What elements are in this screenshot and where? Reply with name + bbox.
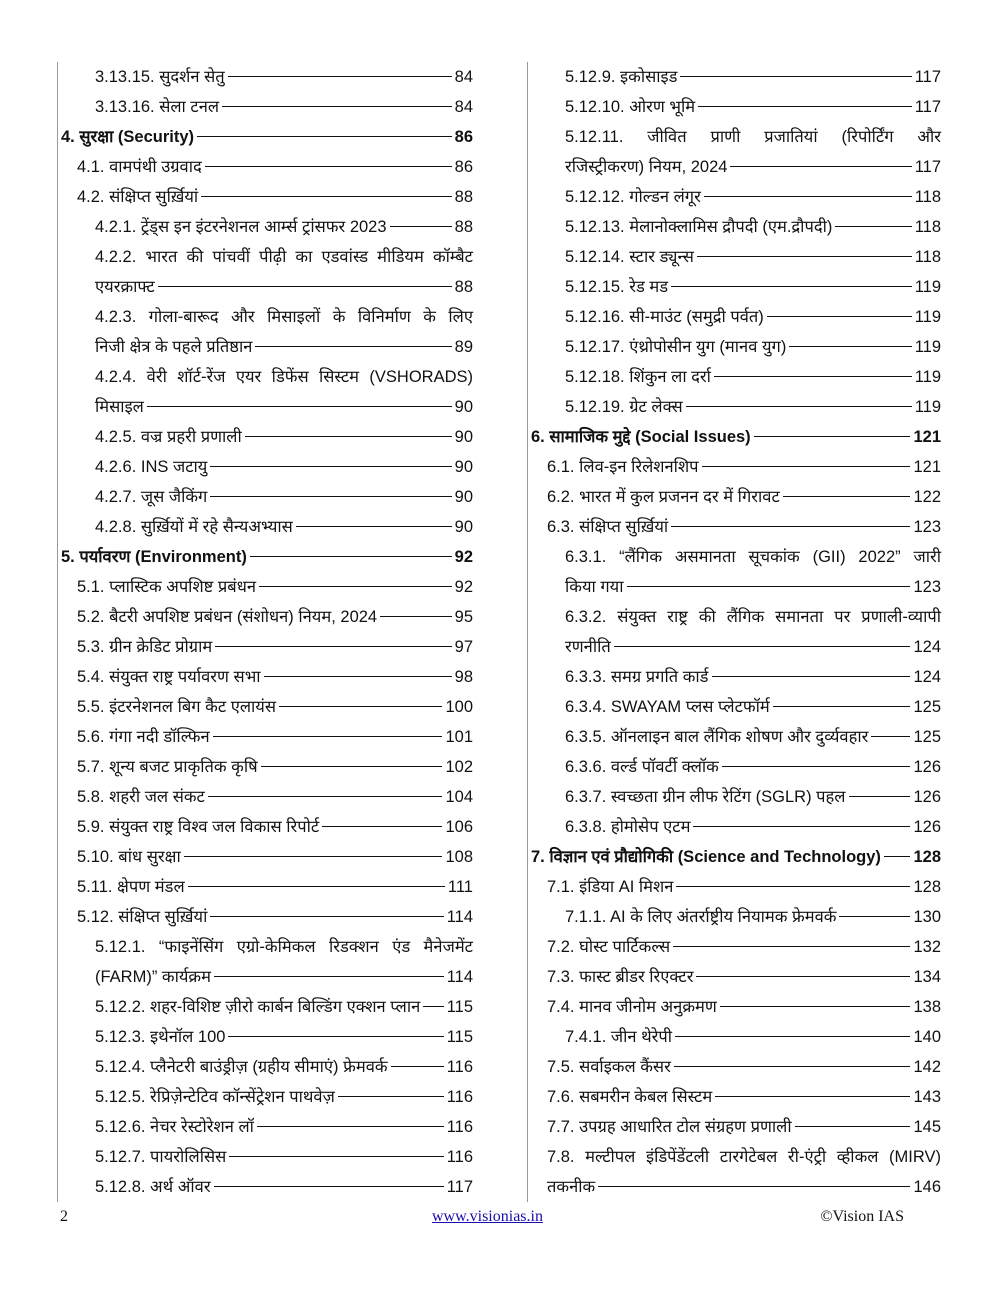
toc-entry-title: 5.6. गंगा नदी डॉल्फिन — [77, 728, 210, 746]
toc-leader-line — [208, 796, 443, 797]
toc-page-number: 121 — [913, 428, 941, 446]
toc-leader-line — [715, 1096, 910, 1097]
toc-entry-title: 5.12.7. पायरोलिसिस — [95, 1148, 227, 1166]
toc-entry[interactable] — [527, 932, 941, 962]
toc-entry-title: 7.1. इंडिया AI मिशन — [547, 878, 674, 896]
toc-entry[interactable] — [57, 242, 473, 302]
toc-entry[interactable] — [527, 392, 941, 422]
toc-entry-title: तकनीक — [547, 1178, 596, 1196]
toc-leader-line — [250, 556, 452, 557]
toc-entry[interactable] — [527, 602, 941, 662]
toc-entry[interactable] — [57, 1142, 473, 1172]
toc-entry-title: 5.12.10. ओरण भूमि — [565, 98, 696, 116]
toc-entry[interactable] — [527, 62, 941, 92]
toc-entry-title: 6.1. लिव-इन रिलेशनशिप — [547, 458, 699, 476]
toc-leader-line — [215, 646, 451, 647]
toc-page-number: 125 — [913, 698, 941, 716]
toc-entry-title: 6.3.5. ऑनलाइन बाल लैंगिक शोषण और दुर्व्यवहार — [565, 728, 869, 746]
toc-leader-line — [391, 1066, 444, 1067]
toc-entry[interactable] — [527, 332, 941, 362]
toc-entry-title: 5.12. संक्षिप्त सुर्ख़ियां — [77, 908, 208, 926]
toc-chapter-entry[interactable] — [57, 542, 473, 572]
toc-page-number: 88 — [454, 188, 473, 206]
toc-entry-title: 5.12.19. ग्रेट लेक्स — [565, 398, 683, 416]
toc-entry-title: 7.4. मानव जीनोम अनुक्रमण — [547, 998, 717, 1016]
website-link[interactable]: www.visionias.in — [432, 1208, 543, 1225]
toc-entry-title: रणनीति — [565, 638, 611, 656]
toc-leader-line — [627, 586, 911, 587]
toc-page-number: 126 — [913, 758, 941, 776]
toc-entry[interactable] — [57, 62, 473, 92]
toc-entry-title: 5. पर्यावरण (Environment) — [61, 548, 247, 566]
toc-entry-title: 4.2.5. वज्र प्रहरी प्रणाली — [95, 428, 242, 446]
toc-leader-line — [279, 706, 442, 707]
toc-entry-title: (FARM)” कार्यक्रम — [95, 968, 211, 986]
toc-entry[interactable] — [527, 542, 941, 602]
toc-leader-line — [849, 796, 911, 797]
toc-page-number: 119 — [914, 398, 941, 416]
toc-entry-title: निजी क्षेत्र के पहले प्रतिष्ठान — [95, 338, 253, 356]
toc-entry[interactable] — [57, 1112, 473, 1142]
toc-entry-title: 5.12.15. रेड मड — [565, 278, 669, 296]
toc-entry-title: 5.7. शून्य बजट प्राकृतिक कृषि — [77, 758, 258, 776]
toc-entry[interactable] — [57, 752, 473, 782]
toc-page-number: 119 — [914, 338, 941, 356]
toc-page-number: 121 — [913, 458, 941, 476]
toc-entry-title: 5.1. प्लास्टिक अपशिष्ट प्रबंधन — [77, 578, 257, 596]
toc-page-number: 116 — [446, 1088, 473, 1106]
toc-entry[interactable] — [57, 722, 473, 752]
toc-entry-title: 6.3.4. SWAYAM प्लस प्लेटफॉर्म — [565, 698, 770, 716]
toc-page-number: 117 — [914, 68, 941, 86]
toc-entry-title: 5.12.16. सी-माउंट (समुद्री पर्वत) — [565, 308, 764, 326]
toc-page-number: 90 — [454, 518, 473, 536]
toc-leader-line — [261, 766, 443, 767]
toc-entry[interactable] — [57, 512, 473, 542]
toc-entry[interactable] — [527, 752, 941, 782]
toc-page-number: 114 — [446, 968, 473, 986]
toc-leader-line — [693, 826, 910, 827]
toc-entry-title: 7.7. उपग्रह आधारित टोल संग्रहण प्रणाली — [547, 1118, 792, 1136]
toc-page-number: 124 — [913, 668, 941, 686]
toc-page-number: 90 — [454, 398, 473, 416]
toc-entry-title-line1: 4.2.4. वेरी शॉर्ट-रेंज एयर डिफेंस सिस्टम (VSHORADS) — [95, 368, 473, 386]
toc-leader-line — [789, 346, 911, 347]
toc-entry[interactable] — [57, 362, 473, 422]
toc-entry-title: 4.2.6. INS जटायु — [95, 458, 208, 476]
toc-page-number: 125 — [913, 728, 941, 746]
page-number: 2 — [60, 1208, 68, 1225]
toc-entry-title: 4.2.7. जूस जैकिंग — [95, 488, 208, 506]
toc-page-number: 97 — [454, 638, 473, 656]
toc-entry[interactable] — [57, 212, 473, 242]
toc-entry[interactable] — [527, 1082, 941, 1112]
toc-entry-title: 7.2. घोस्ट पार्टिकल्स — [547, 938, 671, 956]
toc-page-number: 98 — [454, 668, 473, 686]
toc-leader-line — [210, 916, 443, 917]
toc-leader-line — [264, 676, 452, 677]
toc-leader-line — [680, 76, 911, 77]
toc-entry-title: 4.2.1. ट्रेंड्स इन इंटरनेशनल आर्म्स ट्रांसफर 2023 — [95, 218, 387, 236]
toc-entry[interactable] — [527, 692, 941, 722]
toc-entry[interactable] — [527, 212, 941, 242]
toc-page-number: 115 — [446, 1028, 473, 1046]
toc-entry-title-line1: 5.12.11. जीवित प्राणी प्रजातियां (रिपोर्टिंग और — [565, 128, 941, 146]
toc-entry[interactable] — [57, 872, 473, 902]
toc-entry-title: 6.3.6. वर्ल्ड पॉवर्टी क्लॉक — [565, 758, 719, 776]
toc-page-number: 126 — [913, 788, 941, 806]
toc-entry-title: 4.1. वामपंथी उग्रवाद — [77, 158, 202, 176]
toc-entry-title: 5.12.18. शिंकुन ला दर्रा — [565, 368, 711, 386]
toc-leader-line — [158, 286, 452, 287]
toc-page-number: 123 — [913, 578, 941, 596]
toc-entry-title: 5.2. बैटरी अपशिष्ट प्रबंधन (संशोधन) नियम, 2024 — [77, 608, 378, 626]
toc-entry-title: 5.12.2. शहर-विशिष्ट ज़ीरो कार्बन बिल्डिंग एक्शन प्लान — [95, 998, 421, 1016]
toc-leader-line — [871, 736, 910, 737]
toc-leader-line — [322, 826, 442, 827]
toc-entry-title-line1: 5.12.1. “फाइनेंसिंग एग्रो-केमिकल रिडक्शन एंड मैनेजमेंट — [95, 938, 473, 956]
toc-leader-line — [245, 436, 452, 437]
toc-leader-line — [201, 196, 451, 197]
toc-entry-title: एयरक्राफ्ट — [95, 278, 155, 296]
toc-page-number: 128 — [913, 848, 941, 866]
toc-leader-line — [214, 1186, 444, 1187]
toc-entry-title: 3.13.15. सुदर्शन सेतु — [95, 68, 225, 86]
toc-page-number: 142 — [913, 1058, 941, 1076]
toc-leader-line — [712, 676, 911, 677]
toc-entry-title: रजिस्ट्रीकरण) नियम, 2024 — [565, 158, 728, 176]
toc-entry[interactable] — [527, 1112, 941, 1142]
toc-page-number: 102 — [445, 758, 473, 776]
toc-entry[interactable] — [57, 422, 473, 452]
toc-entry-title: 6.3.3. समग्र प्रगति कार्ड — [565, 668, 709, 686]
toc-entry-title: 3.13.16. सेला टनल — [95, 98, 220, 116]
toc-page-number: 123 — [913, 518, 941, 536]
toc-entry-title: 5.8. शहरी जल संकट — [77, 788, 205, 806]
toc-entry-title: 5.12.6. नेचर रेस्टोरेशन लॉ — [95, 1118, 254, 1136]
toc-leader-line — [698, 106, 912, 107]
toc-leader-line — [222, 106, 452, 107]
toc-entry-title: 7.1.1. AI के लिए अंतर्राष्ट्रीय नियामक फ्रेमवर्क — [565, 908, 837, 926]
toc-leader-line — [671, 286, 912, 287]
toc-leader-line — [184, 856, 443, 857]
toc-page-number: 115 — [446, 998, 473, 1016]
toc-page-number: 130 — [913, 908, 941, 926]
toc-leader-line — [676, 886, 910, 887]
toc-leader-line — [722, 766, 911, 767]
toc-entry[interactable] — [57, 812, 473, 842]
toc-entry[interactable] — [527, 362, 941, 392]
toc-leader-line — [686, 406, 912, 407]
toc-leader-line — [210, 496, 451, 497]
toc-leader-line — [754, 436, 911, 437]
toc-entry[interactable] — [57, 1052, 473, 1082]
toc-entry-title: 6.3. संक्षिप्त सुर्ख़ियां — [547, 518, 669, 536]
toc-leader-line — [704, 196, 912, 197]
toc-entry-title: 6.3.7. स्वच्छता ग्रीन लीफ रेटिंग (SGLR) पहल — [565, 788, 846, 806]
toc-entry-title: 5.12.5. रेप्रिज़ेन्टेटिव कॉन्सेंट्रेशन पाथवेज़ — [95, 1088, 335, 1106]
toc-entry[interactable] — [57, 302, 473, 362]
toc-page-number: 118 — [914, 248, 941, 266]
toc-entry[interactable] — [57, 602, 473, 632]
toc-chapter-entry[interactable] — [57, 122, 473, 152]
toc-page-number: 117 — [914, 158, 941, 176]
toc-page-number: 90 — [454, 428, 473, 446]
toc-page-number: 114 — [446, 908, 473, 926]
toc-entry[interactable] — [527, 1142, 941, 1202]
toc-entry-title: 7.6. सबमरीन केबल सिस्टम — [547, 1088, 713, 1106]
toc-page-number: 104 — [445, 788, 473, 806]
toc-entry-title: 5.9. संयुक्त राष्ट्र विश्व जल विकास रिपोर्ट — [77, 818, 320, 836]
toc-page-number: 118 — [914, 188, 941, 206]
toc-entry-title: 5.12.4. प्लैनेटरी बाउंड्रीज़ (ग्रहीय सीमाएं) फ्रेमवर्क — [95, 1058, 388, 1076]
toc-page-number: 132 — [913, 938, 941, 956]
toc-entry[interactable] — [527, 452, 941, 482]
toc-chapter-entry[interactable] — [527, 422, 941, 452]
toc-leader-line — [147, 406, 452, 407]
toc-page-number: 140 — [913, 1028, 941, 1046]
toc-page-number: 100 — [445, 698, 473, 716]
toc-page-number: 119 — [914, 278, 941, 296]
toc-entry[interactable] — [527, 122, 941, 182]
toc-entry-title: 5.12.13. मेलानोक्लामिस द्रौपदी (एम.द्रौपदी) — [565, 218, 833, 236]
toc-leader-line — [210, 466, 451, 467]
toc-entry[interactable] — [527, 512, 941, 542]
toc-page-number: 117 — [446, 1178, 473, 1196]
toc-entry-title-line1: 6.3.2. संयुक्त राष्ट्र की लैंगिक समानता पर प्रणाली-व्यापी — [565, 608, 941, 626]
toc-leader-line — [188, 886, 445, 887]
toc-leader-line — [714, 376, 912, 377]
toc-entry[interactable] — [527, 722, 941, 752]
toc-entry-title: 6.2. भारत में कुल प्रजनन दर में गिरावट — [547, 488, 780, 506]
toc-page-number: 116 — [446, 1058, 473, 1076]
toc-entry[interactable] — [527, 482, 941, 512]
toc-left-column — [57, 62, 473, 1202]
toc-chapter-entry[interactable] — [527, 842, 941, 872]
toc-entry-title: 5.12.14. स्टार ड्यून्स — [565, 248, 694, 266]
toc-page-number: 128 — [913, 878, 941, 896]
toc-leader-line — [773, 706, 911, 707]
toc-entry[interactable] — [57, 902, 473, 932]
toc-page-number: 106 — [445, 818, 473, 836]
toc-entry-title: 5.12.8. अर्थ ऑवर — [95, 1178, 211, 1196]
toc-entry-title: 4.2.8. सुर्ख़ियों में रहे सैन्यअभ्यास — [95, 518, 293, 536]
toc-entry[interactable] — [527, 902, 941, 932]
toc-leader-line — [214, 976, 444, 977]
toc-page-number: 111 — [447, 878, 473, 896]
toc-entry-title: 5.12.9. इकोसाइड — [565, 68, 678, 86]
toc-entry[interactable] — [57, 1172, 473, 1202]
toc-page-number: 118 — [914, 218, 941, 236]
toc-entry-title: 7.4.1. जीन थेरेपी — [565, 1028, 673, 1046]
toc-page-number: 126 — [913, 818, 941, 836]
toc-leader-line — [614, 646, 911, 647]
toc-leader-line — [338, 1096, 444, 1097]
toc-leader-line — [205, 166, 452, 167]
toc-page-number: 116 — [446, 1118, 473, 1136]
toc-entry[interactable] — [57, 842, 473, 872]
toc-entry-title: 5.11. क्षेपण मंडल — [77, 878, 185, 896]
toc-leader-line — [673, 946, 910, 947]
toc-entry-title: 5.4. संयुक्त राष्ट्र पर्यावरण सभा — [77, 668, 261, 686]
toc-page-number: 88 — [454, 278, 473, 296]
toc-leader-line — [197, 136, 452, 137]
toc-entry-title: 6.3.8. होमोसेप एटम — [565, 818, 691, 836]
toc-entry-title: 6. सामाजिक मुद्दे (Social Issues) — [531, 428, 751, 446]
toc-page-number: 90 — [454, 488, 473, 506]
toc-leader-line — [296, 526, 452, 527]
toc-leader-line — [229, 1156, 443, 1157]
toc-leader-line — [390, 226, 452, 227]
toc-leader-line — [228, 1036, 443, 1037]
toc-entry-title: 5.10. बांध सुरक्षा — [77, 848, 181, 866]
toc-entry[interactable] — [57, 452, 473, 482]
toc-leader-line — [767, 316, 912, 317]
toc-leader-line — [380, 616, 452, 617]
toc-leader-line — [257, 1126, 444, 1127]
toc-entry-title-line1: 7.8. मल्टीपल इंडिपेंडेंटली टारगेटेबल री-एंट्री व्हीकल (MIRV) — [547, 1148, 941, 1166]
toc-entry[interactable] — [57, 1082, 473, 1112]
copyright-text: ©Vision IAS — [820, 1208, 904, 1225]
toc-entry-title: किया गया — [565, 578, 624, 596]
toc-entry[interactable] — [57, 632, 473, 662]
toc-entry-title: 5.3. ग्रीन क्रेडिट प्रोग्राम — [77, 638, 213, 656]
toc-page-number: 86 — [454, 128, 473, 146]
toc-entry[interactable] — [57, 992, 473, 1022]
toc-entry[interactable] — [527, 812, 941, 842]
toc-leader-line — [674, 1066, 911, 1067]
toc-leader-line — [255, 346, 451, 347]
toc-leader-line — [213, 736, 443, 737]
toc-page-number: 86 — [454, 158, 473, 176]
toc-entry[interactable] — [527, 872, 941, 902]
toc-entry[interactable] — [57, 662, 473, 692]
toc-entry[interactable] — [527, 782, 941, 812]
toc-leader-line — [675, 1036, 910, 1037]
toc-page-number: 90 — [454, 458, 473, 476]
toc-entry[interactable] — [57, 692, 473, 722]
toc-entry[interactable] — [57, 482, 473, 512]
toc-page-number: 138 — [913, 998, 941, 1016]
toc-page-number: 117 — [914, 98, 941, 116]
toc-entry[interactable] — [57, 572, 473, 602]
toc-page-number: 101 — [445, 728, 473, 746]
page-footer — [0, 1208, 1000, 1238]
toc-leader-line — [839, 916, 910, 917]
toc-page-number: 119 — [914, 368, 941, 386]
toc-entry[interactable] — [527, 662, 941, 692]
toc-leader-line — [884, 856, 911, 857]
toc-entry-title: 4. सुरक्षा (Security) — [61, 128, 195, 146]
toc-page-number: 116 — [446, 1148, 473, 1166]
toc-leader-line — [671, 526, 910, 527]
toc-page-number: 92 — [454, 548, 473, 566]
toc-entry-title: 7.3. फास्ट ब्रीडर रिएक्टर — [547, 968, 694, 986]
toc-leader-line — [598, 1186, 910, 1187]
toc-page-number: 88 — [454, 218, 473, 236]
toc-leader-line — [259, 586, 452, 587]
toc-entry-title: 5.12.12. गोल्डन लंगूर — [565, 188, 701, 206]
toc-page-number: 124 — [913, 638, 941, 656]
toc-page-number: 119 — [914, 308, 941, 326]
toc-leader-line — [697, 256, 912, 257]
toc-entry-title: 5.12.17. एंथ्रोपोसीन युग (मानव युग) — [565, 338, 787, 356]
toc-entry-title: मिसाइल — [95, 398, 144, 416]
toc-entry[interactable] — [527, 992, 941, 1022]
toc-entry[interactable] — [57, 152, 473, 182]
toc-leader-line — [702, 466, 911, 467]
toc-leader-line — [720, 1006, 911, 1007]
toc-entry[interactable] — [57, 182, 473, 212]
toc-page-number: 122 — [913, 488, 941, 506]
toc-page-number: 145 — [913, 1118, 941, 1136]
toc-page-number: 89 — [454, 338, 473, 356]
toc-page-number: 84 — [454, 68, 473, 86]
toc-page-number: 108 — [445, 848, 473, 866]
toc-entry[interactable] — [527, 962, 941, 992]
toc-entry[interactable] — [527, 1022, 941, 1052]
toc-leader-line — [730, 166, 911, 167]
toc-entry-title-line1: 6.3.1. “लैंगिक असमानता सूचकांक (GII) 2022” जारी — [565, 548, 941, 566]
toc-page-number: 84 — [454, 98, 473, 116]
toc-entry-title: 4.2. संक्षिप्त सुर्ख़ियां — [77, 188, 199, 206]
toc-entry[interactable] — [57, 1022, 473, 1052]
toc-right-column — [527, 62, 941, 1202]
toc-entry[interactable] — [527, 1052, 941, 1082]
toc-entry-title-line1: 4.2.2. भारत की पांचवीं पीढ़ी का एडवांस्ड मीडियम कॉम्बैट — [95, 248, 473, 266]
toc-entry-title: 5.12.3. इथेनॉल 100 — [95, 1028, 226, 1046]
toc-leader-line — [696, 976, 910, 977]
toc-page-number: 95 — [454, 608, 473, 626]
toc-page-number: 146 — [913, 1178, 941, 1196]
toc-leader-line — [423, 1006, 443, 1007]
toc-leader-line — [783, 496, 911, 497]
toc-entry[interactable] — [527, 182, 941, 212]
toc-entry[interactable] — [527, 242, 941, 272]
toc-entry-title: 5.5. इंटरनेशनल बिग कैट एलायंस — [77, 698, 277, 716]
toc-leader-line — [835, 226, 911, 227]
toc-leader-line — [795, 1126, 911, 1127]
toc-page-number: 143 — [913, 1088, 941, 1106]
toc-entry-title-line1: 4.2.3. गोला-बारूद और मिसाइलों के विनिर्माण के लिए — [95, 308, 473, 326]
toc-entry[interactable] — [57, 932, 473, 992]
toc-entry-title: 7. विज्ञान एवं प्रौद्योगिकी (Science and Technology) — [531, 848, 881, 866]
toc-leader-line — [228, 76, 452, 77]
toc-entry-title: 7.5. सर्वाइकल कैंसर — [547, 1058, 671, 1076]
toc-entry[interactable] — [527, 302, 941, 332]
toc-entry[interactable] — [57, 92, 473, 122]
toc-entry[interactable] — [527, 272, 941, 302]
toc-page-number: 92 — [454, 578, 473, 596]
toc-entry[interactable] — [527, 92, 941, 122]
toc-page-number: 134 — [913, 968, 941, 986]
toc-entry[interactable] — [57, 782, 473, 812]
